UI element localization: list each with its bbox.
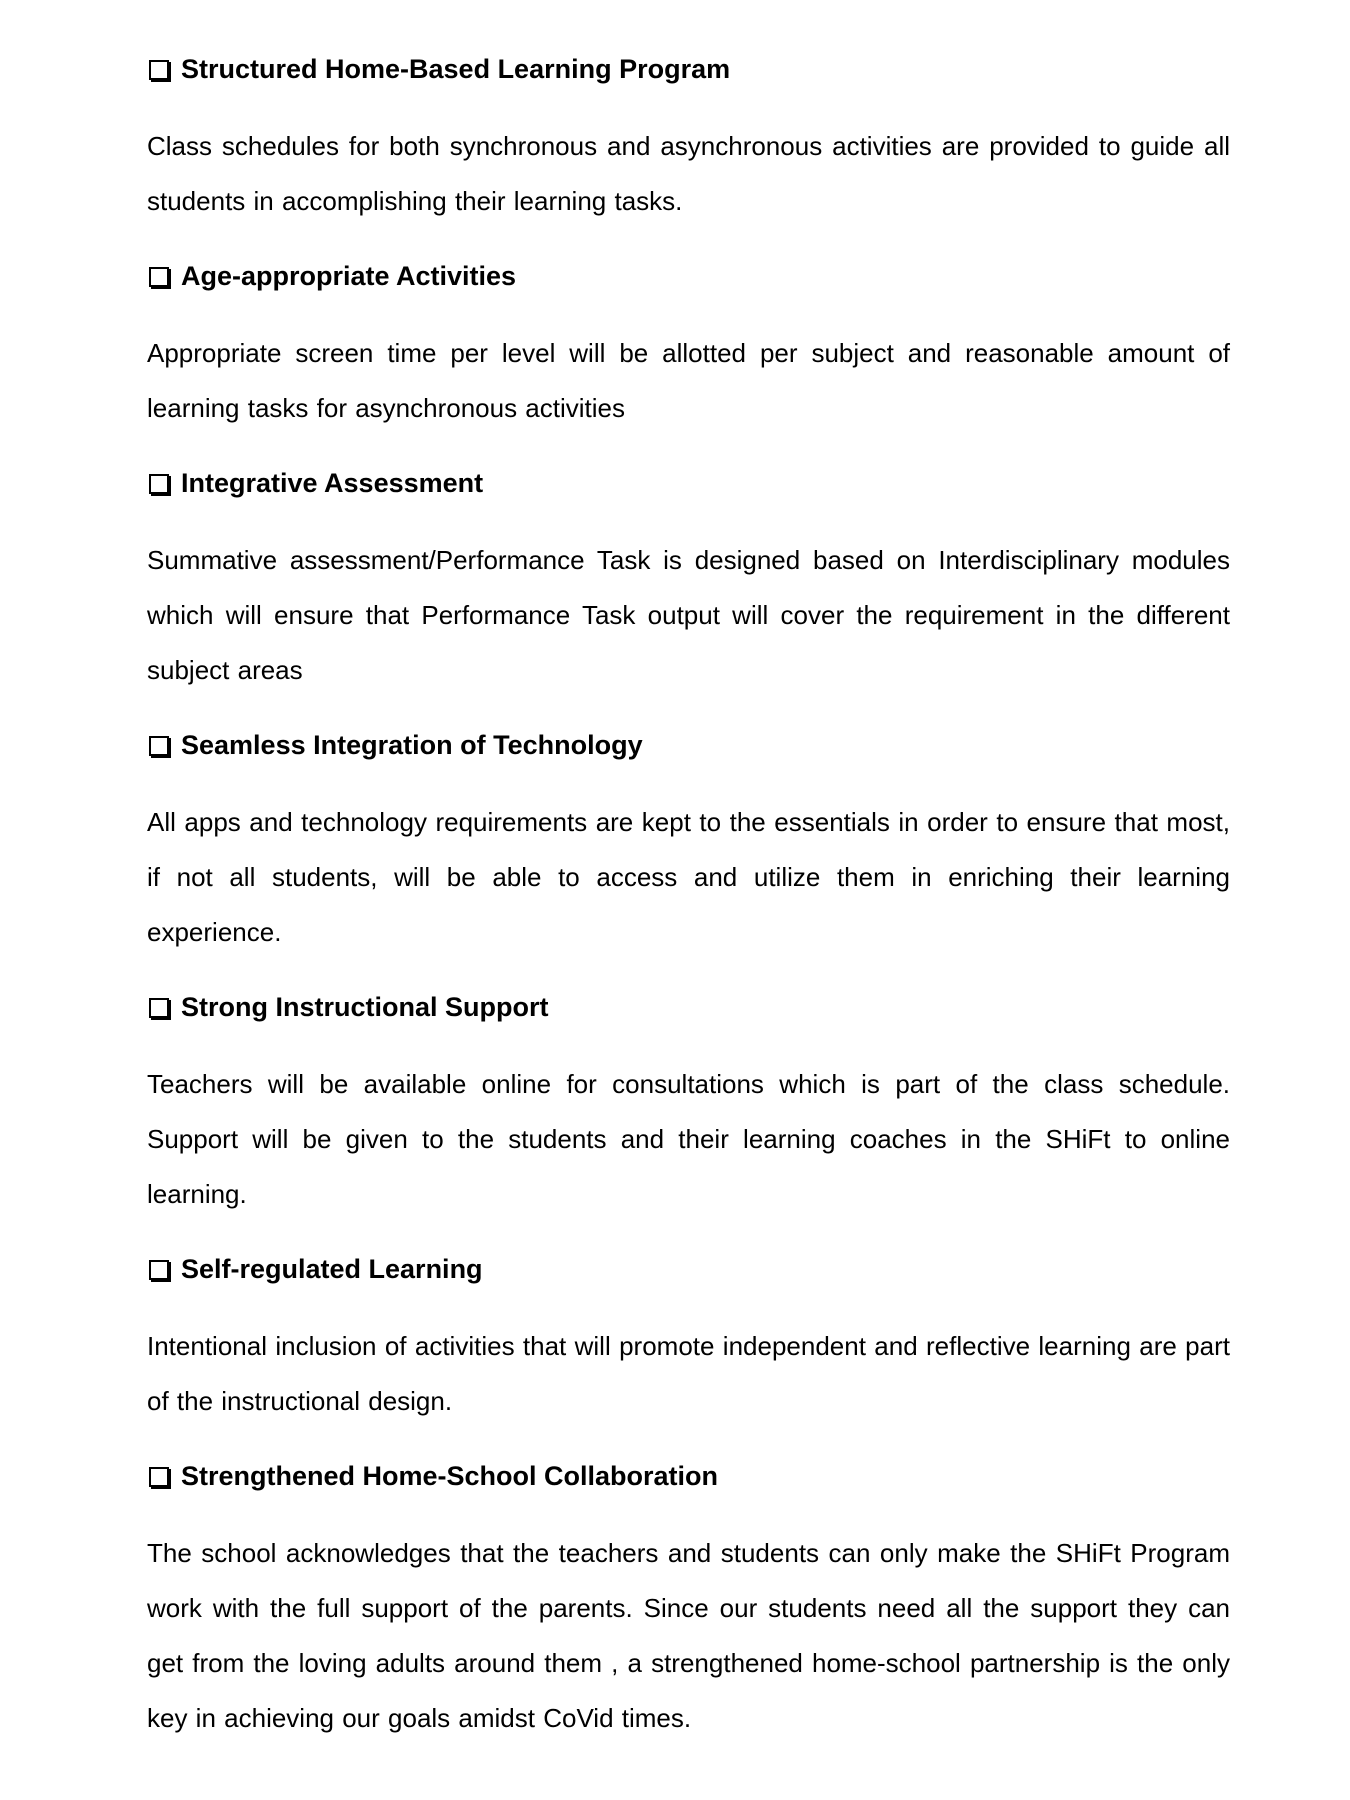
heading-text: Strengthened Home-School Collaboration — [181, 1461, 719, 1491]
checkbox-bullet-icon — [149, 60, 169, 80]
section-body: All apps and technology requirements are kept to the essentials in order to ensure that most, if not all students, will be able to access and utilize them in enriching their learning experience. — [147, 807, 1230, 947]
heading-text: Age-appropriate Activities — [181, 261, 517, 291]
section-body: Class schedules for both synchronous and asynchronous activities are provided to guide all students in accomplishing their learning tasks. — [147, 131, 1230, 216]
section-body: Intentional inclusion of activities that will promote independent and reflective learning are part of the instructional design. — [147, 1331, 1230, 1416]
section-heading — [147, 1449, 1230, 1504]
section-heading — [147, 249, 1230, 304]
section-instructional-support — [147, 980, 1230, 1222]
section-heading — [147, 718, 1230, 773]
section-structured-learning — [147, 42, 1230, 229]
section-body: Appropriate screen time per level will be allotted per subject and reasonable amount of learning tasks for asynchronous activities — [147, 338, 1230, 423]
heading-text: Structured Home-Based Learning Program — [181, 54, 731, 84]
checkbox-bullet-icon — [149, 1467, 169, 1487]
checkbox-bullet-icon — [149, 267, 169, 287]
section-technology — [147, 718, 1230, 960]
section-heading — [147, 1242, 1230, 1297]
heading-text: Seamless Integration of Technology — [181, 730, 643, 760]
heading-text: Strong Instructional Support — [181, 992, 549, 1022]
section-heading — [147, 456, 1230, 511]
heading-text: Integrative Assessment — [181, 468, 484, 498]
section-body: The school acknowledges that the teachers and students can only make the SHiFt Program work with the full support of the parents. Since our students need all the support they can get from the loving adults around them , a strengthened home-school partnership is the only key in achieving our goals amidst CoVid times. — [147, 1538, 1230, 1733]
section-body: Teachers will be available online for consultations which is part of the class schedule. Support will be given to the students and their learning coaches in the SHiFt to online learning. — [147, 1069, 1230, 1209]
heading-text: Self-regulated Learning — [181, 1254, 483, 1284]
section-heading — [147, 42, 1230, 97]
section-home-school — [147, 1449, 1230, 1746]
checkbox-bullet-icon — [149, 474, 169, 494]
checkbox-bullet-icon — [149, 736, 169, 756]
checkbox-bullet-icon — [149, 998, 169, 1018]
section-integrative-assessment — [147, 456, 1230, 698]
checkbox-bullet-icon — [149, 1260, 169, 1280]
document-page — [147, 42, 1230, 1766]
section-self-regulated — [147, 1242, 1230, 1429]
section-heading — [147, 980, 1230, 1035]
section-age-appropriate — [147, 249, 1230, 436]
section-body: Summative assessment/Performance Task is designed based on Interdisciplinary modules which will ensure that Performance Task output will cover the requirement in the different subject areas — [147, 545, 1230, 685]
